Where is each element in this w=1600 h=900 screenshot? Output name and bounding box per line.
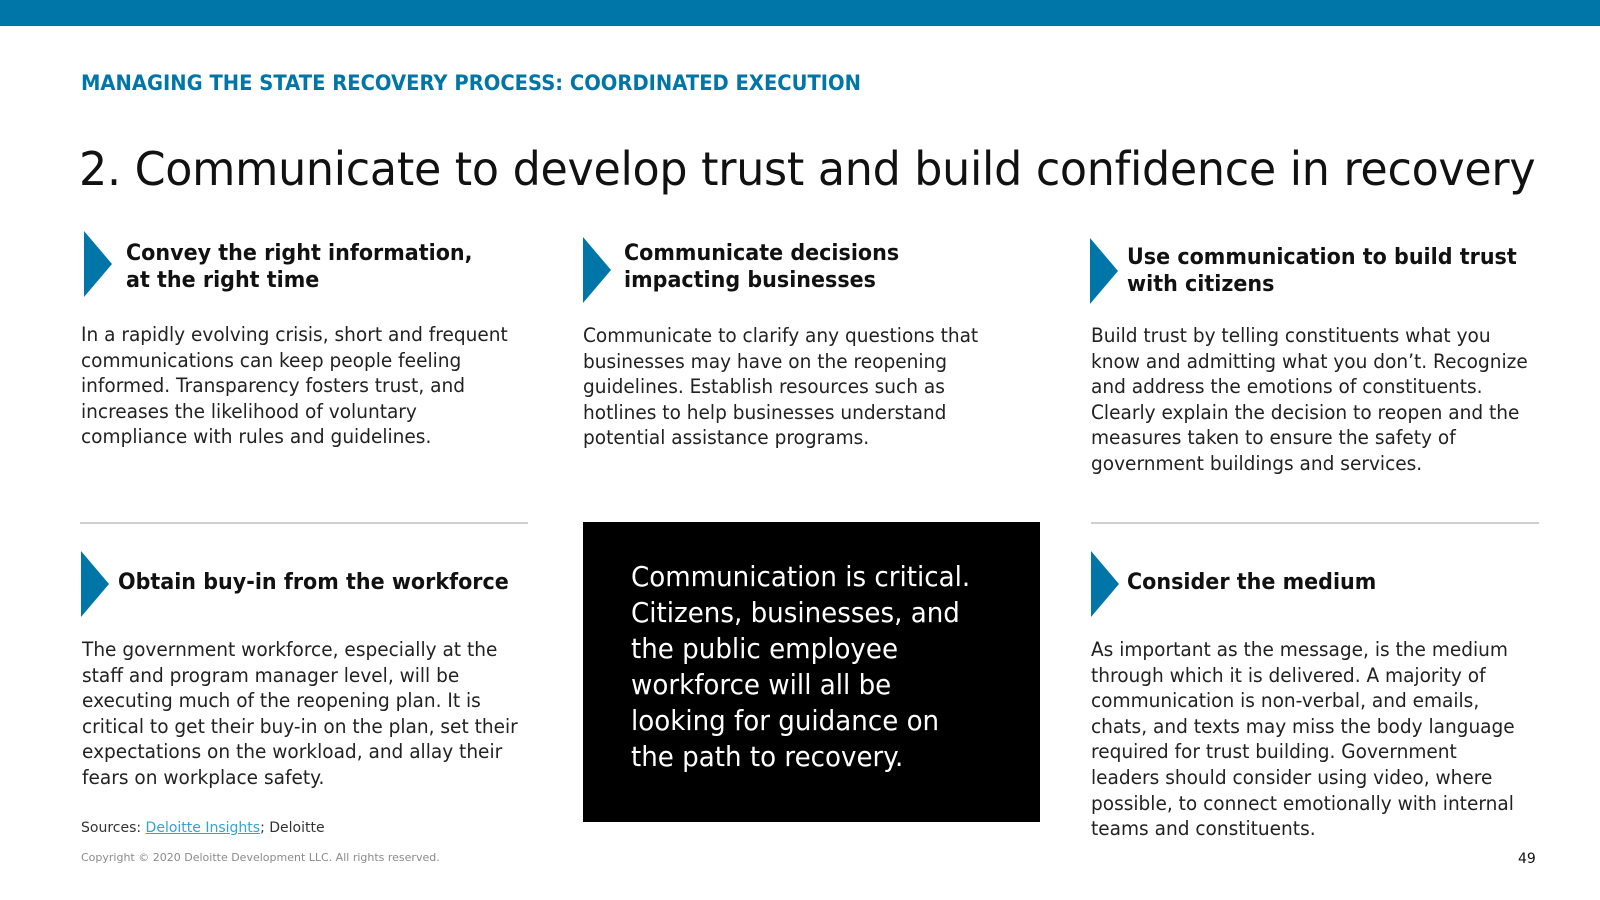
- sources-link[interactable]: Deloitte Insights: [145, 820, 261, 836]
- box-3-body: Build trust by telling constituents what you know and admitting what you don’t. Recognize and address the emotions of constituents. Clearly explain the decision to reopen and the measures taken to ensure the safety of government buildings and services.: [1091, 324, 1528, 475]
- box-1-body: In a rapidly evolving crisis, short and frequent communications can keep people feeling informed. Transparency fosters trust, and increases the likelihood of voluntary compliance with rules and guidelines.: [81, 323, 508, 449]
- chevron-right-icon: [583, 237, 611, 303]
- box-5-heading: Consider the medium: [1127, 570, 1377, 595]
- quote-callout: [583, 522, 1040, 822]
- box-2-heading: Communicate decisions impacting businesses: [624, 241, 900, 293]
- chevron-right-icon: [1091, 551, 1119, 617]
- page-title: 2. Communicate to develop trust and build confidence in recovery: [79, 142, 1536, 196]
- divider-left: [80, 522, 528, 524]
- copyright: Copyright © 2020 Deloitte Development LLC. All rights reserved.: [81, 851, 440, 864]
- box-3-heading: Use communication to build trust with citizens: [1127, 245, 1517, 297]
- box-5-body: As important as the message, is the medium through which it is delivered. A majority of communication is non-verbal, and emails, chats, and texts may miss the body language required for trust building. Government leaders should consider using video, where possible, to connect emotionally with internal teams and constituents.: [1091, 638, 1515, 841]
- box-1-heading: Convey the right information, at the right time: [126, 241, 473, 293]
- divider-right: [1091, 522, 1539, 524]
- chevron-right-icon: [81, 551, 109, 617]
- sources-line: Sources: Deloitte Insights; Deloitte: [81, 820, 325, 836]
- page-number: 49: [1518, 851, 1536, 867]
- top-accent-bar: [0, 0, 1600, 26]
- quote-text: Communication is critical. Citizens, businesses, and the public employee workforce will all be looking for guidance on the path to recovery.: [631, 561, 971, 773]
- box-4-heading: Obtain buy-in from the workforce: [118, 570, 509, 595]
- chevron-right-icon: [1090, 238, 1118, 304]
- chevron-right-icon: [84, 231, 112, 297]
- section-label: MANAGING THE STATE RECOVERY PROCESS: COORDINATED EXECUTION: [81, 71, 862, 95]
- box-2-body: Communicate to clarify any questions that businesses may have on the reopening guidelines. Establish resources such as hotlines to help businesses understand potential assistance programs.: [583, 324, 979, 450]
- box-4-body: The government workforce, especially at the staff and program manager level, will be executing much of the reopening plan. It is critical to get their buy-in on the plan, set their expectations on the workload, and allay their fears on workplace safety.: [82, 638, 518, 789]
